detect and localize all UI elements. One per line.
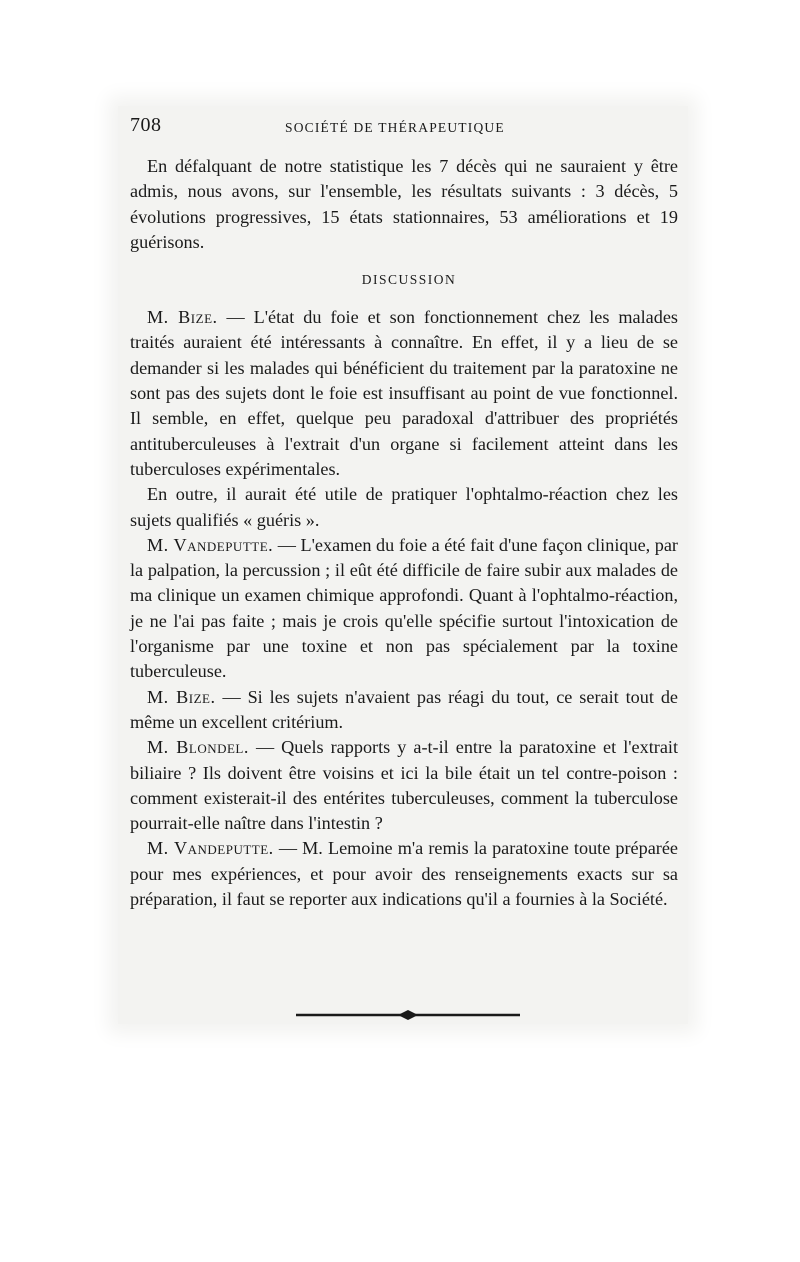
- running-title: SOCIÉTÉ DE THÉRAPEUTIQUE: [285, 120, 505, 135]
- intervention-text: — Si les sujets n'avaient pas réagi du tout, ce serait tout de même un excellent critérium.: [130, 686, 678, 732]
- speaker-name: M. Vandeputte.: [147, 534, 274, 555]
- intervention-paragraph: [130, 685, 678, 736]
- speaker-name: M. Blondel.: [147, 737, 249, 758]
- intervention-text: — Quels rapports y a-t-il entre la paratoxine et l'extrait biliaire ? Ils doivent être voisins et ici la bile était un tel contre-poison : comment existerait-il des entérites tuberculeuses, comment la tuberculose pourrait-elle naître dans l'intestin ?: [130, 737, 679, 834]
- intervention-paragraph: [130, 305, 678, 482]
- intro-paragraph: En défalquant de notre statistique les 7 décès qui ne sauraient y être admis, nous avons, sur l'ensemble, les résultats suivants : 3 décès, 5 évolutions progressives, 15 états stationnaires, 53 améliorations et 19 guérisons.: [130, 156, 678, 252]
- speaker-name: M. Bize.: [147, 307, 218, 328]
- page-number: 708: [130, 114, 162, 136]
- speaker-name: M. Bize.: [147, 686, 216, 707]
- intervention-paragraph: [130, 482, 678, 533]
- section-heading: DISCUSSION: [361, 272, 457, 288]
- intervention-paragraph: [130, 533, 678, 685]
- intervention-text: En outre, il aurait été utile de pratiquer l'ophtalmo-réaction chez les sujets qualifiés « guéris ».: [130, 484, 678, 530]
- page-header: [130, 108, 678, 140]
- intervention-text: — L'examen du foie a été fait d'une façon clinique, par la palpation, la percussion ; il eût été difficile de faire subir aux malades de ma clinique un examen chimique approfondi. Quant à l'ophtalmo-réaction, je ne l'ai pas faite ; mais je crois qu'elle spécifie surtout l'intoxication de l'organisme par une toxine et non pas spécialement par la toxine tuberculeuse.: [130, 534, 678, 682]
- intervention-paragraph: [130, 735, 678, 836]
- intervention-paragraph: [130, 836, 678, 912]
- page-content: [130, 108, 678, 912]
- speaker-name: M. Vandeputte.: [147, 838, 274, 859]
- intervention-text: — L'état du foie et son fonctionnement chez les malades traités auraient été intéressants à connaître. En effet, il y a lieu de se demander si les malades qui bénéficient du traitement par la paratoxine ne sont pas des sujets dont le foie est insuffisant au point de vue fonctionnel. Il semble, en effet, quelque peu paradoxal d'attribuer des propriétés antituberculeuses à l'extrait d'un organe si facilement atteint dans les tuberculoses expérimentales.: [130, 307, 678, 479]
- intervention-text: — M. Lemoine m'a remis la paratoxine toute préparée pour mes expériences, et pour avoir des renseignements exacts sur sa préparation, il faut se reporter aux indications qu'il a fournies à la Société.: [130, 838, 678, 910]
- end-ornament-icon: [296, 1009, 520, 1021]
